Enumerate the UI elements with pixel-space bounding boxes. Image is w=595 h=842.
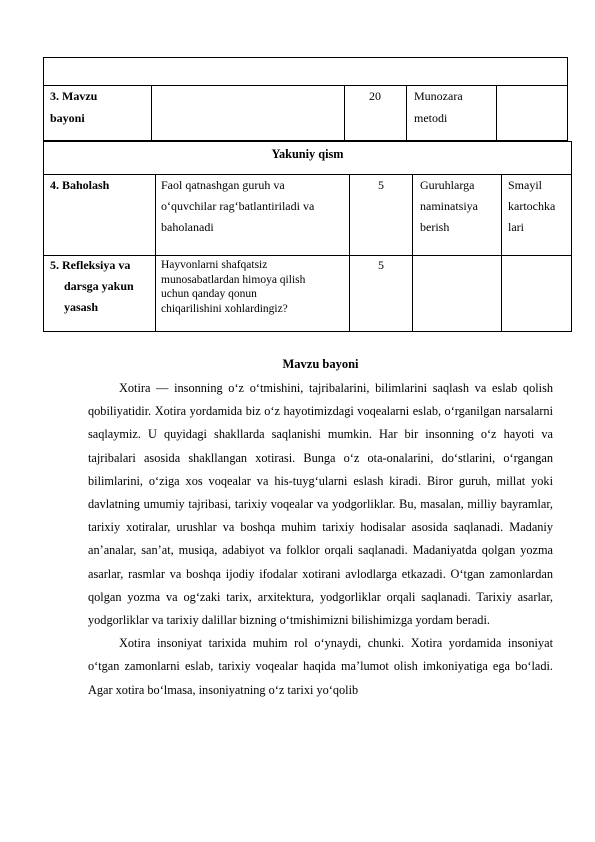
col-divider	[155, 174, 156, 332]
minutes-cell-row3: 20	[369, 89, 381, 103]
col-divider	[412, 174, 413, 332]
col-divider	[349, 174, 350, 332]
activity-line: uchun qanday qonun	[161, 288, 257, 300]
minutes-cell-row4: 5	[378, 178, 384, 192]
top-table-header-row	[43, 57, 568, 86]
stage-line: 5. Refleksiya va	[50, 258, 131, 272]
paragraph-2: Xotira insoniyat tarixida muhim rol oʻynaydi, chunki. Xotira yordamida insoniyat oʻtgan zamonlarni eslab, tarixiy voqealar haqida maʼlumot olish imkoniyatiga ega boʻladi. Agar xotira boʻlmasa, insoniyatning oʻz tarixi yoʻqolib	[88, 636, 553, 697]
section-heading: Yakuniy qism	[271, 147, 344, 161]
col-divider	[406, 85, 407, 141]
top-table-row-3	[43, 85, 568, 141]
paragraph-1: Xotira — insonning oʻz oʻtmishini, tajribalarini, bilimlarini saqlash va eslab qolish qobiliyatidir. Xotira yordamida biz oʻz hayotimizdagi voqealarni eslab, oʻrganilgan narsalarni saqlaymiz. U quyidagi shakllarda saqlanishi mumkin. Har bir insonning oʻz hayoti va tajribalari asosida shakllangan xotirasi. Bunga oʻz ota-onalarini, doʻstlarini, oʻrgangan bilimlarini, oʻziga xos voqealar va his-tuygʻularni eslash kiradi. Biror guruh, millat yoki davlatning umumiy tajribasi, tarixiy voqealar va yodgorliklar. Bu, masalan, milliy bayramlar, tarixiy xotiralar, urushlar va boshqa muhim tarixiy hodisalar asosida saqlanadi. Madaniy anʼanalar, sanʼat, musiqa, adabiyot va folklor orqali saqlanadi. Madaniyatda qolgan yozma asarlar, rasmlar va boshqa ijodiy ifodalar xotirani avlodlarga etkazadi. Oʻtgan zamonlardan qolgan yozma va ogʻzaki tarix, arxitektura, yodgorliklar orqali saqlanadi. Tarixiy asarlar, yodgorliklar va tarixiy dalillar bizning oʻtmishimizni bilishimizga yordam beradi.	[88, 381, 553, 628]
stage-line: bayoni	[50, 111, 85, 125]
col-divider	[151, 85, 152, 141]
method-cell-row4	[420, 175, 478, 238]
body-text	[88, 377, 553, 702]
activity-line: Hayvonlarni shafqatsiz	[161, 259, 268, 271]
activity-line: munosabatlardan himoya qilish	[161, 273, 306, 286]
activity-line: oʻquvchilar ragʻbatlantiriladi va	[161, 199, 315, 213]
activity-line: chiqarilishini xohlardingiz?	[161, 302, 288, 315]
stage-line: darsga yakun	[64, 279, 134, 293]
activity-line: Faol qatnashgan guruh va	[161, 178, 285, 192]
method-line: naminatsiya	[420, 199, 478, 213]
method-line: Munozara	[414, 89, 463, 103]
stage-cell-row4: 4. Baholash	[50, 178, 110, 192]
stage-cell-row3	[50, 86, 97, 129]
method-cell-row3	[414, 86, 463, 129]
stage-cell-row5	[50, 255, 134, 318]
stage-line: yasash	[64, 300, 99, 314]
method-line: Guruhlarga	[420, 178, 475, 192]
activity-line: baholanadi	[161, 220, 214, 234]
tool-line: lari	[508, 220, 524, 234]
tool-line: kartochka	[508, 199, 556, 213]
col-divider	[501, 174, 502, 332]
col-divider	[496, 85, 497, 141]
col-divider	[344, 85, 345, 141]
method-line: berish	[420, 220, 450, 234]
minutes-cell-row5: 5	[378, 258, 384, 272]
section-title: Mavzu bayoni	[282, 357, 359, 371]
stage-line: 3. Mavzu	[50, 89, 98, 103]
method-line: metodi	[414, 111, 448, 125]
activity-cell-row5	[161, 258, 305, 316]
tool-line: Smayil	[508, 178, 543, 192]
tool-cell-row4	[508, 175, 555, 238]
activity-cell-row4	[161, 175, 314, 238]
